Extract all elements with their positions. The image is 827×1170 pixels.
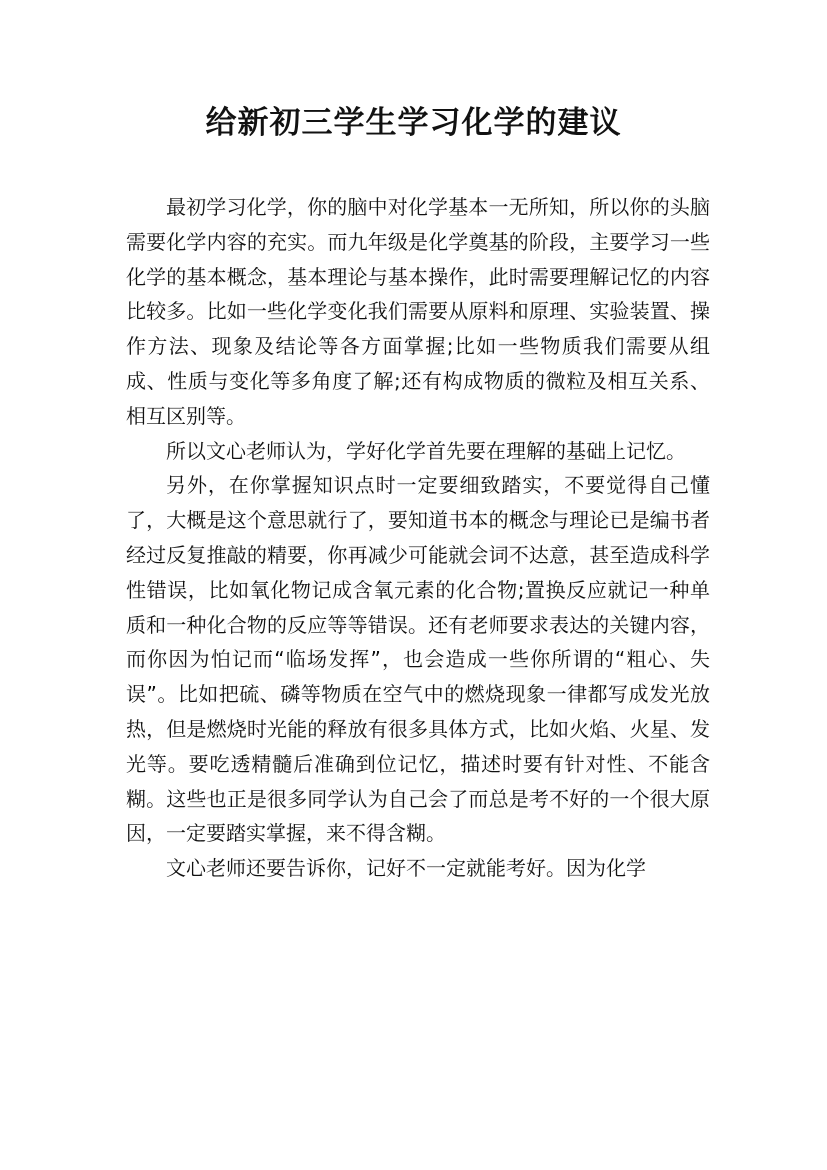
document-title: 给新初三学生学习化学的建议 — [205, 105, 622, 141]
document-body — [126, 190, 710, 886]
paragraph-1: 最初学习化学，你的脑中对化学基本一无所知，所以你的头脑需要化学内容的充实。而九年级是化学奠基的阶段，主要学习一些化学的基本概念，基本理论与基本操作，此时需要理解记忆的内容比较多。比如一些化学变化我们需要从原料和原理、实验装置、操作方法、现象及结论等各方面掌握;比如一些物质我们需要从组成、性质与变化等多角度了解;还有构成物质的微粒及相互关系、相互区别等。 — [126, 195, 710, 428]
paragraph-2: 所以文心老师认为，学好化学首先要在理解的基础上记忆。 — [166, 438, 686, 463]
paragraph-4: 文心老师还要告诉你，记好不一定就能考好。因为化学 — [166, 856, 646, 881]
paragraph-3: 另外，在你掌握知识点时一定要细致踏实，不要觉得自己懂了，大概是这个意思就行了，要知道书本的概念与理论已是编书者经过反复推敲的精要，你再减少可能就会词不达意，甚至造成科学性错误，比如氧化物记成含氧元素的化合物;置换反应就记一种单质和一种化合物的反应等等错误。还有老师要求表达的关键内容，而你因为怕记而“临场发挥”，也会造成一些你所谓的“粗心、失误”。比如把硫、磷等物质在空气中的燃烧现象一律都写成发光放热，但是燃烧时光能的释放有很多具体方式，比如火焰、火星、发光等。要吃透精髓后准确到位记忆，描述时要有针对性、不能含糊。这些也正是很多同学认为自己会了而总是考不好的一个很大原因，一定要踏实掌握，来不得含糊。 — [126, 473, 710, 846]
